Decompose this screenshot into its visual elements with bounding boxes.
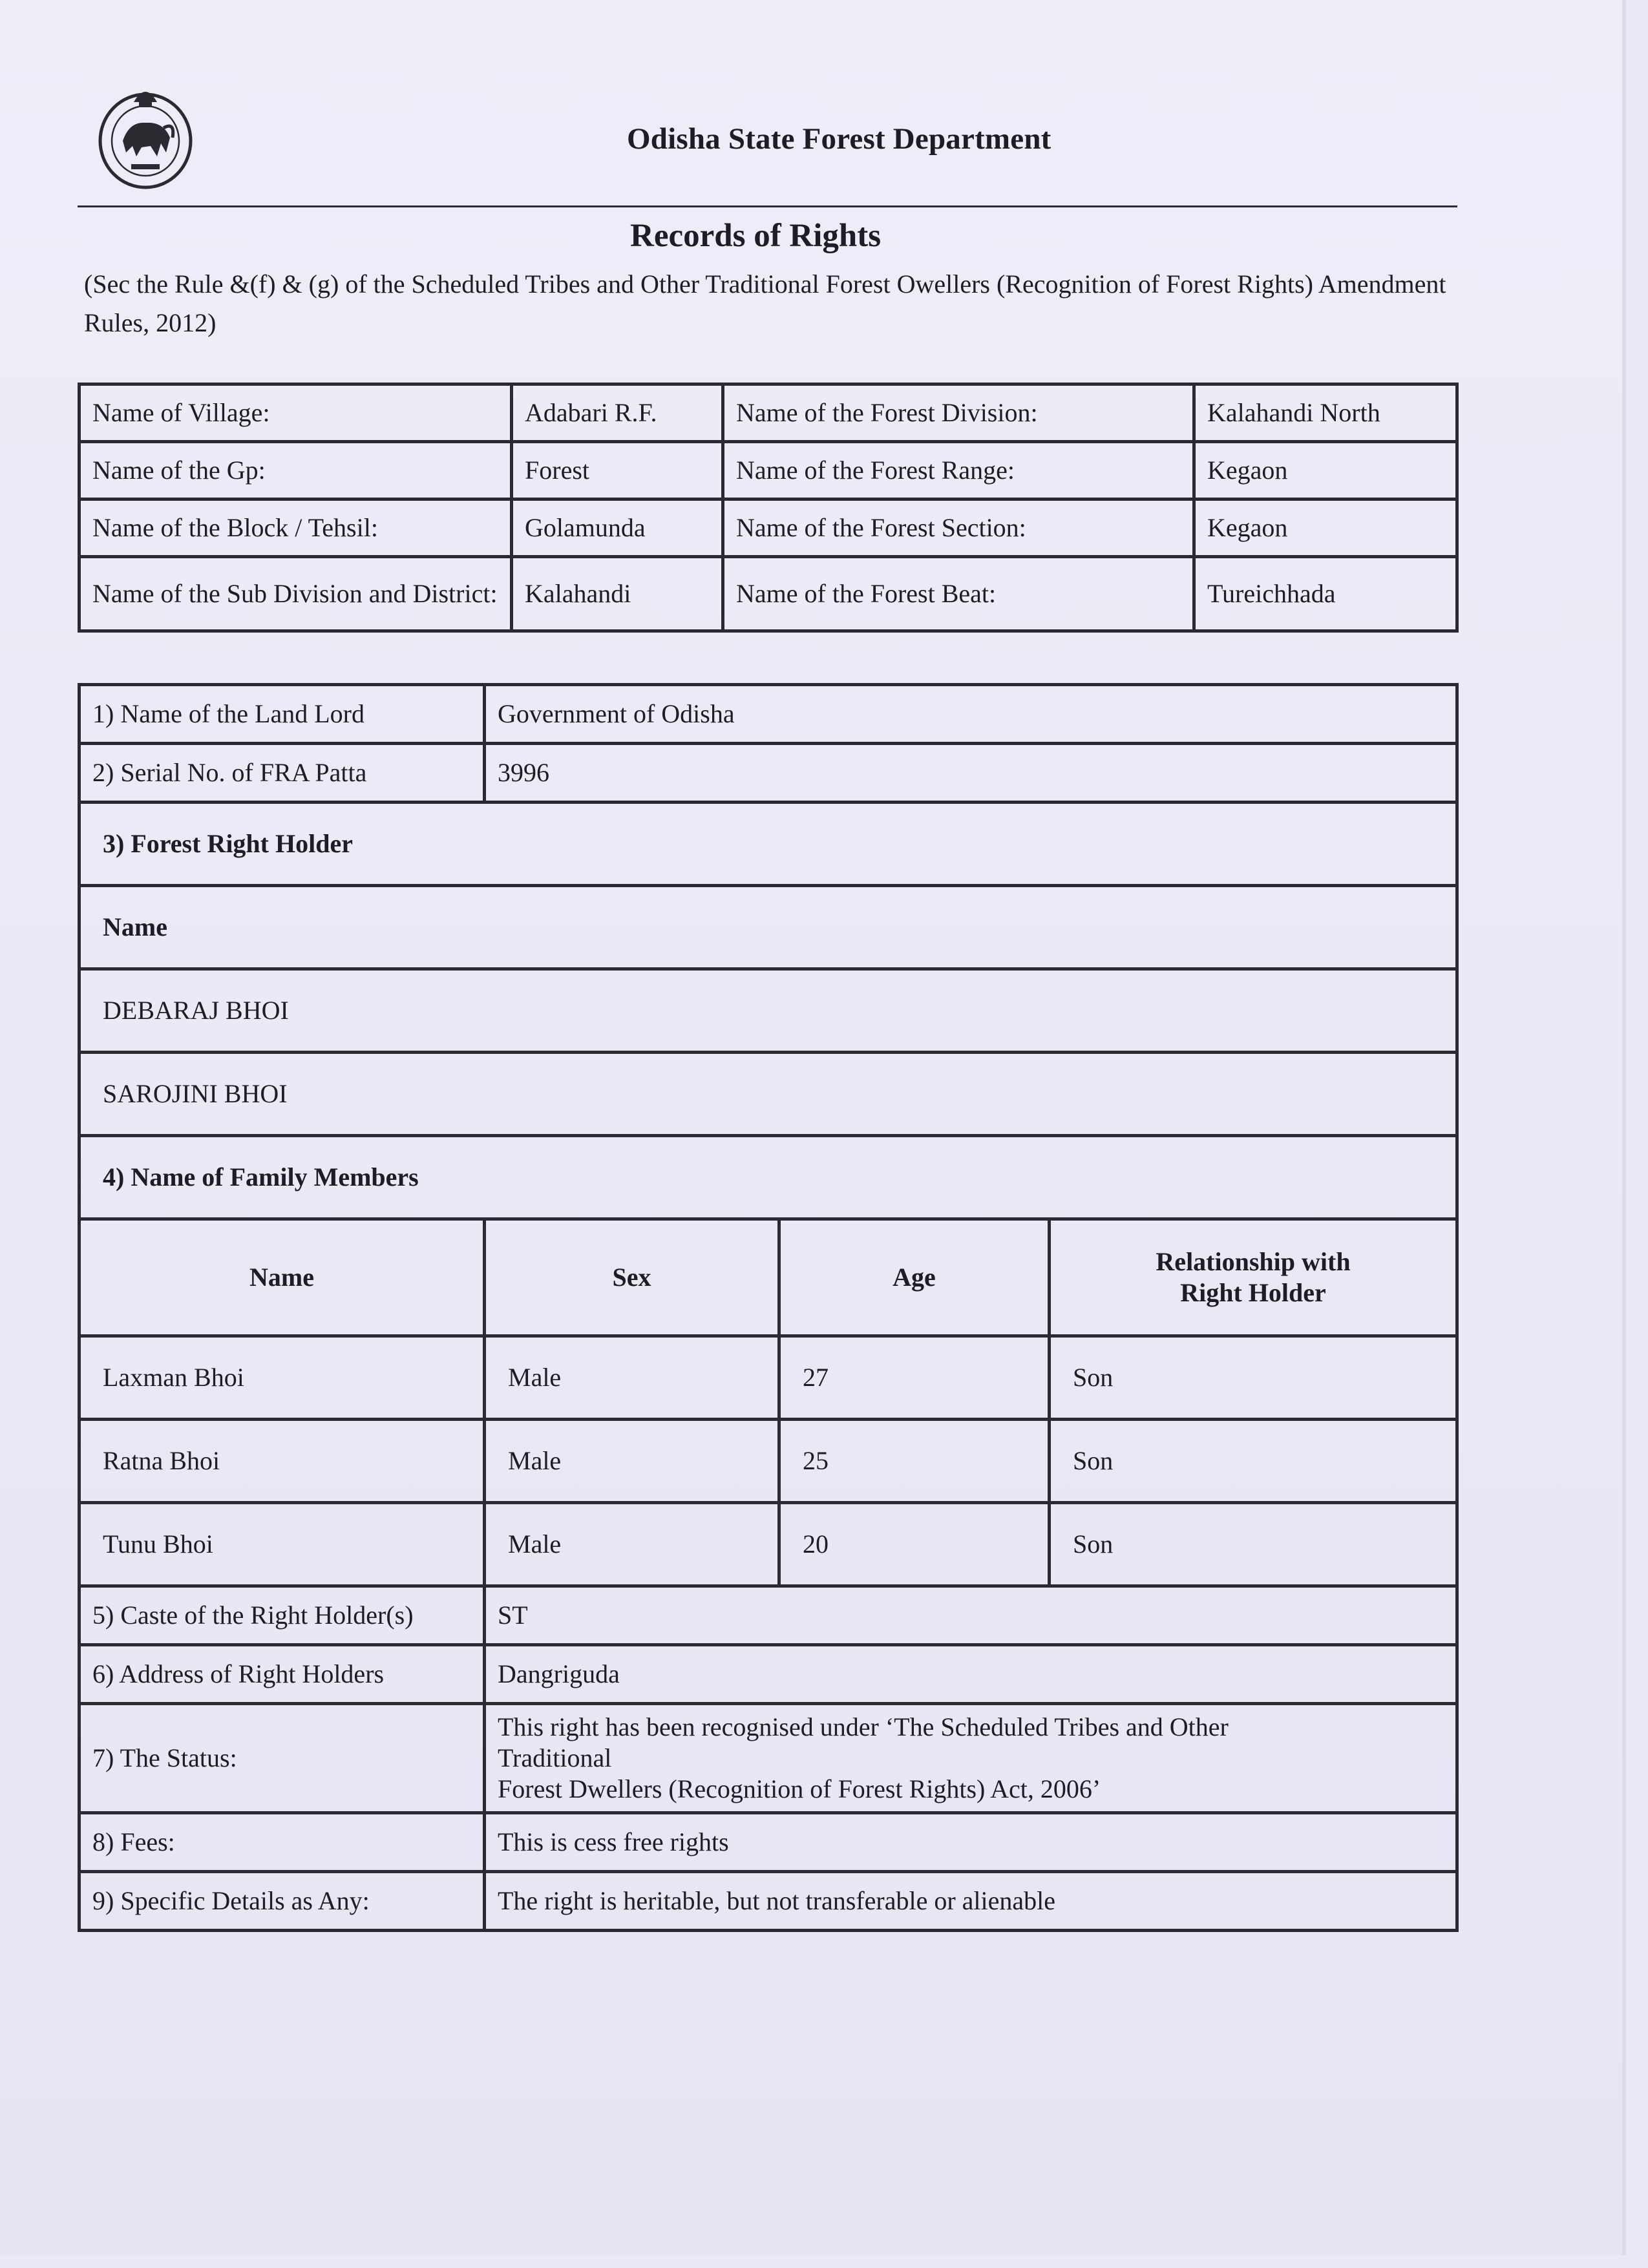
table-row (79, 1136, 1457, 1219)
forest-section-value: Kegaon (1194, 499, 1457, 557)
table-row (79, 1586, 1457, 1645)
table-row (79, 557, 1457, 631)
address-value: Dangriguda (485, 1645, 1457, 1704)
family-header-row (79, 1219, 1457, 1336)
caste-value: ST (485, 1586, 1457, 1645)
village-label: Name of Village: (79, 384, 512, 442)
serial-value: 3996 (485, 744, 1457, 803)
family-relationship-header (1050, 1219, 1457, 1336)
right-holder-name: SAROJINI BHOI (79, 1053, 1457, 1136)
family-member-age: 27 (779, 1336, 1050, 1420)
family-member-sex: Male (485, 1336, 779, 1420)
status-line: This right has been recognised under ‘The Scheduled Tribes and Other (498, 1712, 1229, 1741)
family-member-sex: Male (485, 1503, 779, 1586)
document-subtitle: (Sec the Rule &(f) & (g) of the Scheduled Tribes and Other Traditional Forest Owellers (Recognition of Forest Rights) Amendment Rules, 2012) (84, 269, 1446, 337)
table-row (79, 1813, 1457, 1872)
right-holder-name: DEBARAJ BHOI (79, 969, 1457, 1053)
forest-beat-label: Name of the Forest Beat: (723, 557, 1194, 631)
family-members-section-heading: 4) Name of Family Members (79, 1136, 1457, 1219)
forest-range-label: Name of the Forest Range: (723, 442, 1194, 499)
table-row (79, 969, 1457, 1053)
table-row (79, 803, 1457, 886)
table-row (79, 499, 1457, 557)
gp-label: Name of the Gp: (79, 442, 512, 499)
forest-beat-value: Tureichhada (1194, 557, 1457, 631)
status-line: Traditional (498, 1743, 612, 1772)
family-member-relationship: Son (1050, 1336, 1457, 1420)
family-member-sex: Male (485, 1420, 779, 1503)
family-member-name: Tunu Bhoi (79, 1503, 485, 1586)
block-tehsil-value: Golamunda (512, 499, 723, 557)
family-member-row (79, 1336, 1457, 1420)
block-tehsil-label: Name of the Block / Tehsil: (79, 499, 512, 557)
table-row (79, 886, 1457, 969)
family-name-header: Name (79, 1219, 485, 1336)
sub-division-value: Kalahandi (512, 557, 723, 631)
forest-division-label: Name of the Forest Division: (723, 384, 1194, 442)
table-row (79, 1645, 1457, 1704)
family-member-row (79, 1503, 1457, 1586)
family-member-age: 20 (779, 1503, 1050, 1586)
sub-division-label: Name of the Sub Division and District: (79, 557, 512, 631)
family-member-name: Ratna Bhoi (79, 1420, 485, 1503)
right-holder-section-heading: 3) Forest Right Holder (79, 803, 1457, 886)
status-label: 7) The Status: (79, 1704, 485, 1813)
address-label: 6) Address of Right Holders (79, 1645, 485, 1704)
odisha-state-emblem-icon (94, 76, 197, 191)
right-holder-name-header: Name (79, 886, 1457, 969)
forest-range-value: Kegaon (1194, 442, 1457, 499)
table-row (79, 1053, 1457, 1136)
village-value: Adabari R.F. (512, 384, 723, 442)
family-member-relationship: Son (1050, 1503, 1457, 1586)
caste-label: 5) Caste of the Right Holder(s) (79, 1586, 485, 1645)
landlord-label: 1) Name of the Land Lord (79, 685, 485, 744)
table-row (79, 1704, 1457, 1813)
table-row (79, 384, 1457, 442)
table-row (79, 1872, 1457, 1931)
family-member-age: 25 (779, 1420, 1050, 1503)
family-age-header: Age (779, 1219, 1050, 1336)
gp-value: Forest (512, 442, 723, 499)
table-row (79, 744, 1457, 803)
status-line: Forest Dwellers (Recognition of Forest Rights) Act, 2006’ (498, 1774, 1101, 1803)
forest-section-label: Name of the Forest Section: (723, 499, 1194, 557)
fees-value: This is cess free rights (485, 1813, 1457, 1872)
table-row (79, 442, 1457, 499)
family-sex-header: Sex (485, 1219, 779, 1336)
fees-label: 8) Fees: (79, 1813, 485, 1872)
document-title: Records of Rights (630, 218, 882, 254)
specific-details-value: The right is heritable, but not transferable or alienable (485, 1872, 1457, 1931)
status-value (485, 1704, 1457, 1813)
table-row (79, 685, 1457, 744)
family-member-relationship: Son (1050, 1420, 1457, 1503)
relationship-header-line: Right Holder (1180, 1278, 1326, 1307)
location-table (78, 383, 1459, 633)
relationship-header-line: Relationship with (1156, 1247, 1351, 1276)
specific-details-label: 9) Specific Details as Any: (79, 1872, 485, 1931)
serial-label: 2) Serial No. of FRA Patta (79, 744, 485, 803)
department-title: Odisha State Forest Department (627, 122, 1051, 156)
forest-division-value: Kalahandi North (1194, 384, 1457, 442)
rights-record-table (78, 683, 1459, 1932)
family-member-name: Laxman Bhoi (79, 1336, 485, 1420)
landlord-value: Government of Odisha (485, 685, 1457, 744)
family-member-row (79, 1420, 1457, 1503)
header-divider (78, 205, 1457, 207)
